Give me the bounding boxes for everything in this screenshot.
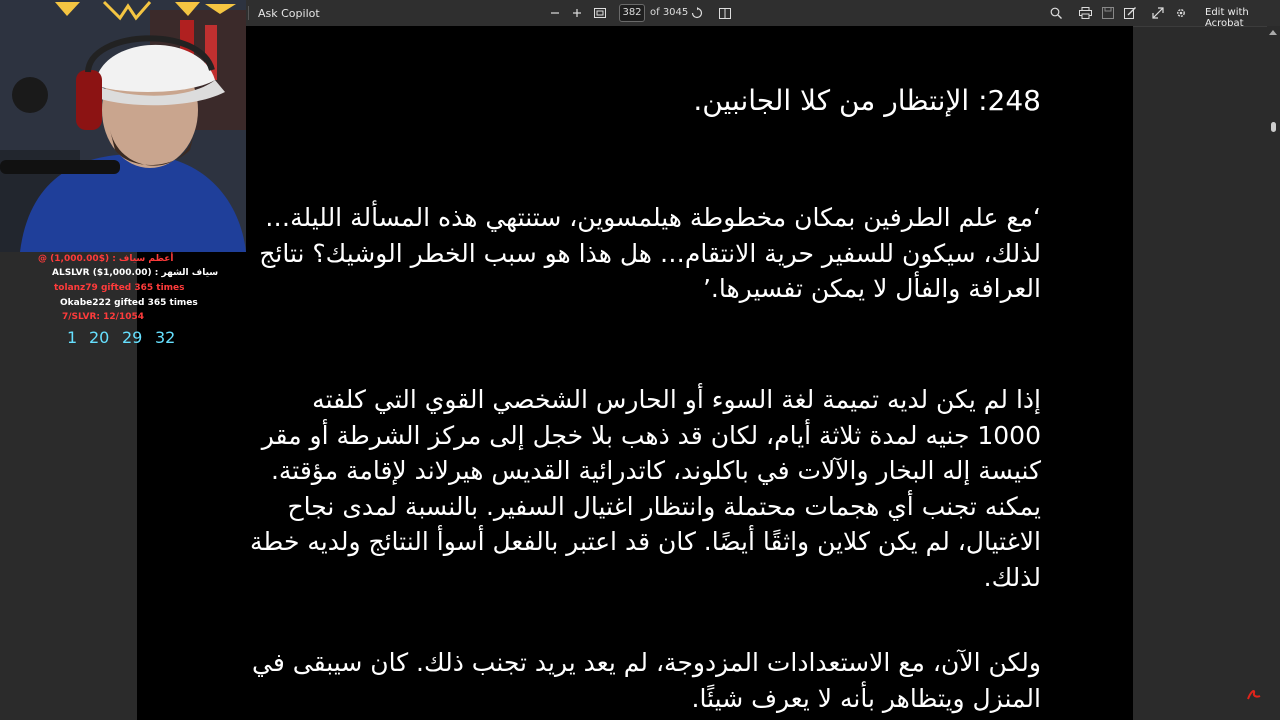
alert-line: tolanz79 gifted 365 times — [54, 283, 185, 293]
edit-with-acrobat-button[interactable]: Edit with Acrobat — [1205, 7, 1249, 29]
scroll-up-icon[interactable] — [1269, 30, 1277, 35]
pdf-icon — [1246, 686, 1262, 700]
fit-page-icon[interactable] — [591, 4, 609, 22]
alert-line: 7/SLVR: 12/1054 — [62, 312, 145, 322]
stream-overlay-banner — [0, 0, 246, 22]
chapter-heading: 248: الإنتظار من كلا الجانبين. — [693, 84, 1041, 117]
vertical-scrollbar[interactable] — [1267, 26, 1280, 720]
gear-icon[interactable] — [1172, 4, 1190, 22]
rotate-icon[interactable] — [688, 4, 706, 22]
stat-number: 32 — [155, 328, 176, 347]
paragraph: ولكن الآن، مع الاستعدادات المزدوجة، لم يعد يريد تجنب ذلك. كان سيبقى في المنزل ويتظاهر بأنه لا يعرف شيئًا. — [252, 648, 1041, 713]
page-total-label: of 3045 — [650, 7, 689, 18]
paragraph: إذا لم يكن لديه تميمة لغة السوء أو الحارس الشخصي القوي التي كلفته 1000 جنيه لمدة ثلاثة أيام، لكان قد ذهب بلا خجل إلى مركز الشرطة أو مقر كنيسة إله البخار والآلات في باكلوند، كاتدرائية القديس هيرلاند لإقامة مؤقتة. يمكنه تجنب أي هجمات محتملة وانتظار اغتيال السفير. بالنسبة لمدى نجاح الاغتيال، لم يكن كلاين واثقًا أيضًا. كان قد اعتبر بالفعل أسوأ النتائج ولديه خطة لذلك. — [250, 385, 1041, 592]
webcam-illustration — [0, 0, 246, 252]
zoom-in-icon[interactable] — [568, 4, 586, 22]
stat-number: 1 — [67, 328, 78, 347]
alert-line: Okabe222 gifted 365 times — [60, 298, 198, 308]
stat-number: 20 — [89, 328, 110, 347]
draw-icon[interactable] — [1121, 4, 1139, 22]
ask-copilot-button[interactable]: Ask Copilot — [258, 7, 320, 20]
paragraph: ‘مع علم الطرفين بمكان مخطوطة هيلمسوين، ستنتهي هذه المسألة الليلة… لذلك، سيكون للسفير حرية الانتقام… هل هذا هو سبب الخطر الوشيك؟ نتائج العرافة والفأل لا يمكن تفسيرها.’ — [259, 203, 1041, 304]
print-icon[interactable] — [1076, 4, 1094, 22]
search-icon[interactable] — [1047, 4, 1065, 22]
alert-line: ALSLVR ($1,000.00) : سياف الشهر — [52, 268, 219, 278]
alert-line: @ أعظم سياف : ($1,000.00) — [38, 254, 174, 264]
webcam-feed — [0, 0, 246, 252]
scroll-thumb[interactable] — [1271, 122, 1276, 132]
pdf-page — [137, 26, 1133, 720]
save-icon[interactable] — [1099, 4, 1117, 22]
zoom-out-icon[interactable] — [546, 4, 564, 22]
page-number-input[interactable]: 382 — [619, 4, 645, 22]
toolbar-divider — [248, 6, 249, 20]
page-view-icon[interactable] — [716, 4, 734, 22]
expand-icon[interactable] — [1149, 4, 1167, 22]
stat-number: 29 — [122, 328, 143, 347]
